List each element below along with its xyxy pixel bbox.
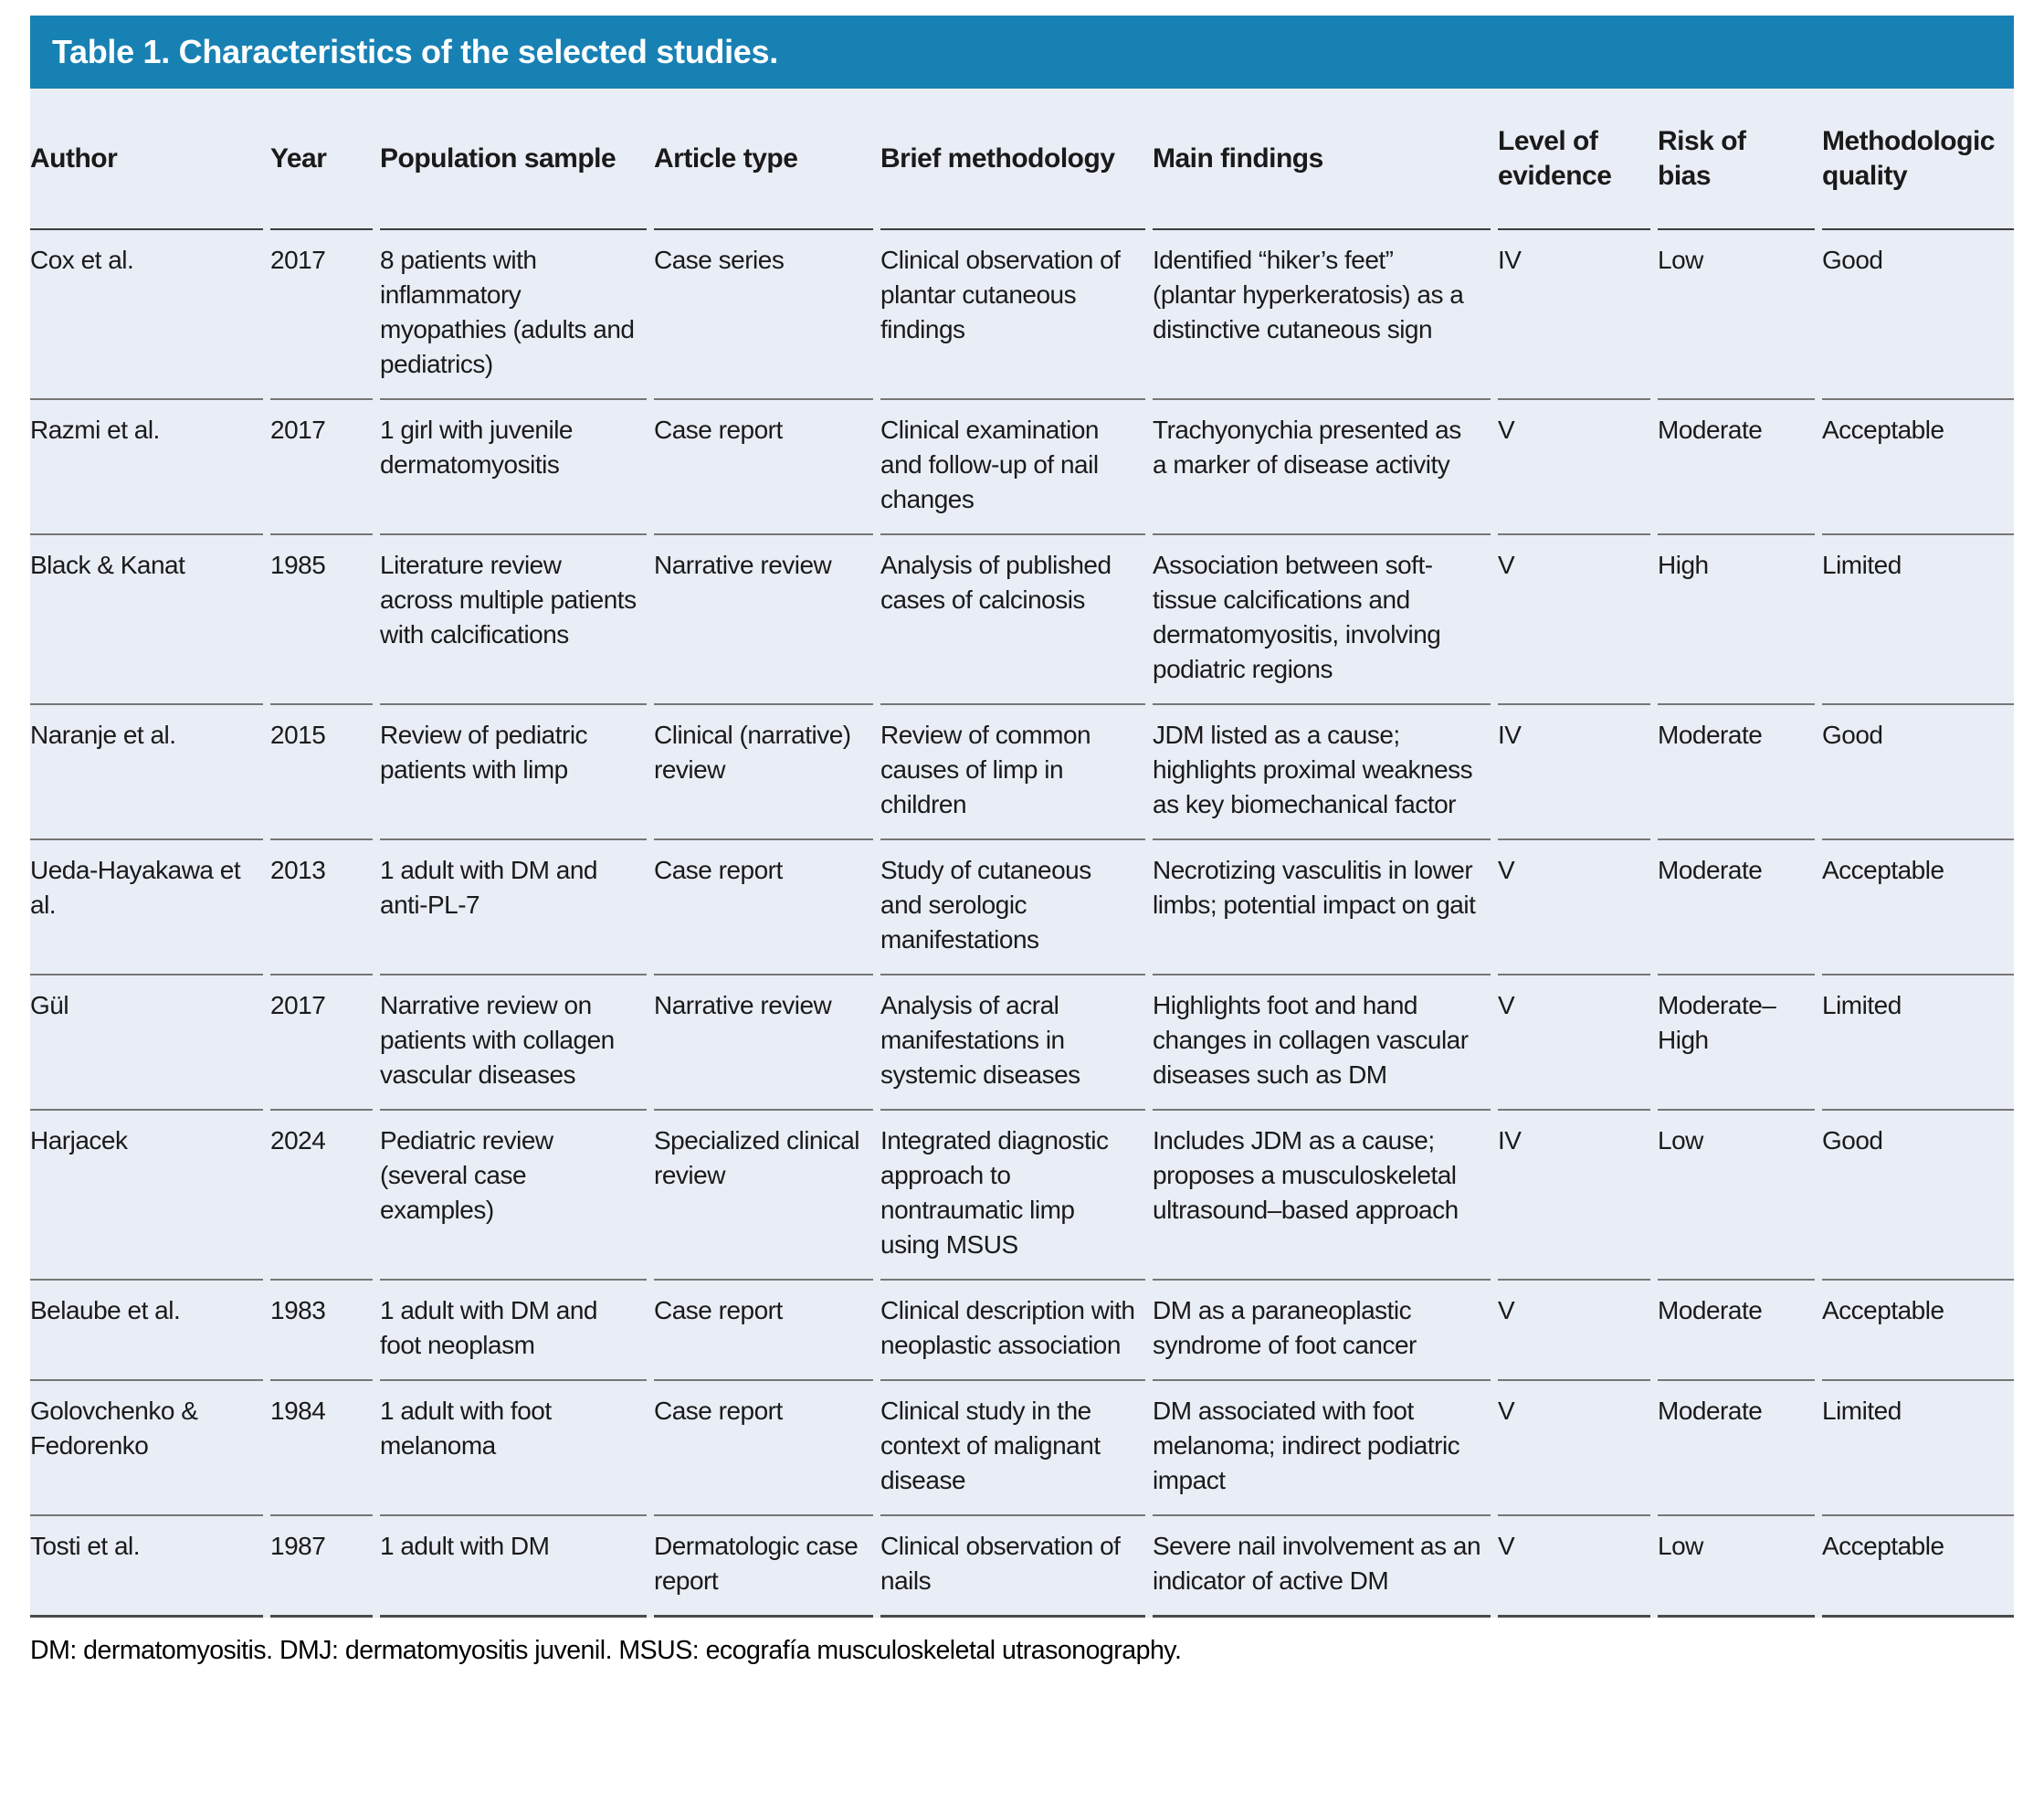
cell-author: Tosti et al. [30, 1514, 263, 1618]
cell-methodologic-quality: Limited [1822, 1379, 2014, 1514]
cell-methodologic-quality: Good [1822, 1109, 2014, 1279]
cell-risk-of-bias: High [1658, 533, 1815, 703]
cell-risk-of-bias: Low [1658, 1514, 1815, 1618]
cell-level-of-evidence: IV [1498, 1109, 1650, 1279]
cell-risk-of-bias: Moderate [1658, 703, 1815, 838]
cell-author: Razmi et al. [30, 398, 263, 533]
cell-article-type: Specialized clinical review [654, 1109, 873, 1279]
cell-year: 2017 [270, 974, 373, 1109]
cell-methodologic-quality: Acceptable [1822, 838, 2014, 974]
column-header-article-type: Article type [654, 89, 873, 230]
cell-year: 2015 [270, 703, 373, 838]
table-row [30, 533, 2014, 703]
cell-level-of-evidence: IV [1498, 703, 1650, 838]
cell-author: Harjacek [30, 1109, 263, 1279]
column-header-brief-methodology: Brief methodology [880, 89, 1145, 230]
cell-author: Cox et al. [30, 246, 134, 274]
cell-brief-methodology: Clinical examination and follow-up of nail changes [880, 398, 1145, 533]
cell-brief-methodology: Analysis of published cases of calcinosis [880, 533, 1145, 703]
cell-author: Black & Kanat [30, 533, 263, 703]
cell-author: Golovchenko & Fedorenko [30, 1379, 263, 1514]
cell-brief-methodology: Clinical observation of nails [880, 1514, 1145, 1618]
cell-author: Ueda-Hayakawa et al. [30, 838, 263, 974]
cell-year: 2017 [270, 398, 373, 533]
cell-population-sample: Pediatric review (several case examples) [380, 1109, 647, 1279]
cell-article-type: Case report [654, 398, 873, 533]
cell-year: 1983 [270, 1279, 373, 1379]
cell-main-findings: Includes JDM as a cause; proposes a musculoskeletal ultrasound–based approach [1153, 1109, 1491, 1279]
cell-author: Belaube et al. [30, 1279, 263, 1379]
table-row [30, 1279, 2014, 1379]
column-header-level-of-evidence: Level of evidence [1498, 89, 1650, 230]
cell-methodologic-quality: Acceptable [1822, 398, 2014, 533]
cell-year: 2017 [270, 246, 326, 274]
cell-risk-of-bias: Moderate–High [1658, 974, 1815, 1109]
cell-main-findings: Necrotizing vasculitis in lower limbs; potential impact on gait [1153, 838, 1491, 974]
cell-year: 1987 [270, 1514, 373, 1618]
column-header-main-findings: Main findings [1153, 89, 1491, 230]
cell-main-findings: DM as a paraneoplastic syndrome of foot cancer [1153, 1279, 1491, 1379]
cell-methodologic-quality: Limited [1822, 533, 2014, 703]
table-row [30, 1109, 2014, 1279]
cell-methodologic-quality: Limited [1822, 974, 2014, 1109]
cell-level-of-evidence: IV [1498, 246, 1522, 274]
cell-author: Gül [30, 974, 263, 1109]
cell-methodologic-quality: Acceptable [1822, 1514, 2014, 1618]
cell-article-type: Case series [654, 246, 785, 274]
cell-brief-methodology: Analysis of acral manifestations in systemic diseases [880, 974, 1145, 1109]
column-header-year: Year [270, 89, 373, 230]
cell-level-of-evidence: V [1498, 533, 1650, 703]
cell-population-sample: 1 adult with DM [380, 1514, 647, 1618]
cell-methodologic-quality: Acceptable [1822, 1279, 2014, 1379]
cell-year: 2024 [270, 1109, 373, 1279]
column-header-author: Author [30, 89, 263, 230]
cell-main-findings: Severe nail involvement as an indicator of active DM [1153, 1514, 1491, 1618]
cell-article-type: Clinical (narrative) review [654, 703, 873, 838]
cell-year: 1984 [270, 1379, 373, 1514]
table-row [30, 1379, 2014, 1514]
cell-year: 2013 [270, 838, 373, 974]
table-row [30, 703, 2014, 838]
cell-risk-of-bias: Moderate [1658, 1279, 1815, 1379]
cell-article-type: Narrative review [654, 533, 873, 703]
cell-risk-of-bias: Low [1658, 246, 1703, 274]
cell-risk-of-bias: Moderate [1658, 1379, 1815, 1514]
cell-brief-methodology: Clinical study in the context of malignant disease [880, 1379, 1145, 1514]
cell-brief-methodology: Clinical description with neoplastic association [880, 1279, 1145, 1379]
table-row [30, 230, 2014, 398]
cell-article-type: Narrative review [654, 974, 873, 1109]
cell-main-findings: Highlights foot and hand changes in collagen vascular diseases such as DM [1153, 974, 1491, 1109]
cell-main-findings: Identified “hiker’s feet” (plantar hyperkeratosis) as a distinctive cutaneous sign [1153, 246, 1464, 343]
cell-level-of-evidence: V [1498, 1379, 1650, 1514]
cell-main-findings: Association between soft-tissue calcifications and dermatomyositis, involving podiatric regions [1153, 533, 1491, 703]
cell-article-type: Case report [654, 1279, 873, 1379]
cell-main-findings: JDM listed as a cause; highlights proximal weakness as key biomechanical factor [1153, 703, 1491, 838]
cell-population-sample: Literature review across multiple patients with calcifications [380, 533, 647, 703]
table-title-bar [30, 16, 2014, 89]
cell-population-sample: 1 adult with DM and foot neoplasm [380, 1279, 647, 1379]
table-row [30, 1514, 2014, 1618]
table-footnote: DM: dermatomyositis. DMJ: dermatomyositis juvenil. MSUS: ecografía musculoskeletal utrasonography. [30, 1636, 1182, 1665]
cell-level-of-evidence: V [1498, 398, 1650, 533]
cell-author: Naranje et al. [30, 703, 263, 838]
cell-risk-of-bias: Low [1658, 1109, 1815, 1279]
cell-population-sample: Narrative review on patients with collagen vascular diseases [380, 974, 647, 1109]
cell-article-type: Dermatologic case report [654, 1514, 873, 1618]
table-title: Table 1. Characteristics of the selected studies. [52, 33, 778, 70]
cell-population-sample: 1 girl with juvenile dermatomyositis [380, 398, 647, 533]
cell-article-type: Case report [654, 1379, 873, 1514]
cell-brief-methodology: Integrated diagnostic approach to nontraumatic limp using MSUS [880, 1109, 1145, 1279]
cell-main-findings: DM associated with foot melanoma; indirect podiatric impact [1153, 1379, 1491, 1514]
cell-brief-methodology: Study of cutaneous and serologic manifestations [880, 838, 1145, 974]
table-row [30, 974, 2014, 1109]
table-header-row [30, 89, 2014, 230]
cell-brief-methodology: Clinical observation of plantar cutaneous findings [880, 246, 1121, 343]
cell-population-sample: Review of pediatric patients with limp [380, 703, 647, 838]
table-row [30, 838, 2014, 974]
cell-risk-of-bias: Moderate [1658, 398, 1815, 533]
column-header-population-sample: Population sample [380, 89, 647, 230]
cell-risk-of-bias: Moderate [1658, 838, 1815, 974]
cell-level-of-evidence: V [1498, 1279, 1650, 1379]
studies-table [30, 89, 2014, 1618]
column-header-methodologic-quality: Methodologic quality [1822, 89, 2014, 230]
cell-level-of-evidence: V [1498, 838, 1650, 974]
cell-population-sample: 1 adult with foot melanoma [380, 1379, 647, 1514]
cell-population-sample: 8 patients with inflammatory myopathies (adults and pediatrics) [380, 246, 635, 378]
cell-methodologic-quality: Good [1822, 246, 1883, 274]
cell-methodologic-quality: Good [1822, 703, 2014, 838]
table-row [30, 398, 2014, 533]
column-header-risk-of-bias: Risk of bias [1658, 89, 1815, 230]
cell-brief-methodology: Review of common causes of limp in children [880, 703, 1145, 838]
cell-article-type: Case report [654, 838, 873, 974]
cell-population-sample: 1 adult with DM and anti-PL-7 [380, 838, 647, 974]
cell-main-findings: Trachyonychia presented as a marker of disease activity [1153, 398, 1491, 533]
cell-level-of-evidence: V [1498, 974, 1650, 1109]
cell-level-of-evidence: V [1498, 1514, 1650, 1618]
table-rows [30, 230, 2014, 1618]
cell-year: 1985 [270, 533, 373, 703]
